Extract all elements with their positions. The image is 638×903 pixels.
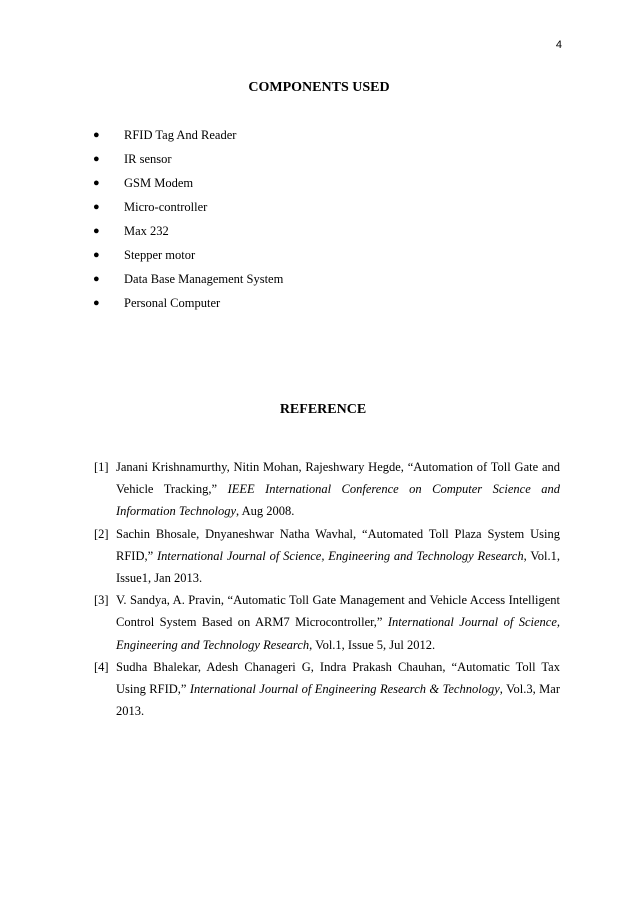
component-label: Max 232 bbox=[124, 224, 169, 238]
bullet-icon: ● bbox=[93, 297, 100, 309]
page-number: 4 bbox=[555, 39, 562, 51]
component-label: GSM Modem bbox=[124, 176, 194, 190]
reference-details: , Aug 2008. bbox=[236, 504, 295, 519]
list-item bbox=[93, 271, 283, 295]
reference-authors: V. Sandya, A. Pravin, bbox=[116, 593, 228, 608]
bullet-icon: ● bbox=[93, 201, 100, 213]
reference-venue: International Journal of Science, Engineering and Technology Research bbox=[157, 548, 524, 563]
bullet-icon: ● bbox=[93, 129, 100, 141]
reference-item bbox=[94, 589, 560, 656]
reference-title: “Automatic Toll Gate Management and Vehicle Access Intelligent Control System Based on ARM7 Microcontroller,” bbox=[116, 593, 560, 630]
list-item bbox=[93, 295, 283, 319]
reference-authors: Janani Krishnamurthy, Nitin Mohan, Rajeshwary Hegde, bbox=[116, 460, 408, 474]
list-item bbox=[93, 247, 283, 271]
reference-list bbox=[94, 456, 560, 722]
list-item bbox=[93, 223, 283, 247]
bullet-icon: ● bbox=[93, 249, 100, 261]
reference-authors: Sudha Bhalekar, Adesh Chanageri G, Indra Prakash Chauhan, bbox=[116, 659, 452, 674]
list-item bbox=[93, 199, 283, 223]
bullet-icon: ● bbox=[93, 153, 100, 165]
reference-title: “Automated Toll Plaza System Using RFID,” bbox=[116, 526, 560, 563]
component-label: Micro-controller bbox=[124, 200, 208, 214]
reference-title: “Automation of Toll Gate and Vehicle Tracking,” bbox=[116, 460, 560, 497]
reference-item bbox=[94, 656, 560, 723]
reference-details: , Vol.3, Mar 2013. bbox=[116, 682, 560, 719]
reference-venue: IEEE International Conference on Computer Science and Information Technology bbox=[116, 482, 561, 519]
component-label: Stepper motor bbox=[124, 248, 196, 262]
components-list bbox=[93, 127, 283, 319]
list-item bbox=[93, 175, 283, 199]
component-label: Personal Computer bbox=[124, 296, 221, 310]
reference-details: , Vol.1, Issue 5, Jul 2012. bbox=[309, 637, 436, 652]
reference-number: [4] bbox=[94, 659, 109, 674]
reference-heading: REFERENCE bbox=[279, 402, 367, 417]
component-label: RFID Tag And Reader bbox=[124, 128, 237, 142]
component-label: IR sensor bbox=[124, 152, 172, 166]
components-heading: COMPONENTS USED bbox=[248, 80, 390, 95]
list-item bbox=[93, 151, 283, 175]
reference-venue: International Journal of Science, Engineering and Technology Research bbox=[116, 615, 560, 652]
component-label: Data Base Management System bbox=[124, 272, 284, 286]
reference-number: [1] bbox=[94, 460, 109, 474]
reference-venue: International Journal of Engineering Research & Technology bbox=[189, 682, 500, 697]
reference-title: “Automatic Toll Tax Using RFID,” bbox=[116, 659, 560, 697]
list-item bbox=[93, 127, 283, 151]
reference-authors: Sachin Bhosale, Dnyaneshwar Natha Wavhal, bbox=[116, 526, 363, 541]
reference-item bbox=[94, 523, 560, 590]
bullet-icon: ● bbox=[93, 225, 100, 237]
bullet-icon: ● bbox=[93, 177, 100, 189]
bullet-icon: ● bbox=[93, 273, 100, 285]
reference-item bbox=[94, 456, 560, 523]
reference-number: [3] bbox=[94, 593, 109, 608]
reference-number: [2] bbox=[94, 526, 109, 541]
reference-details: , Vol.1, Issue1, Jan 2013. bbox=[116, 548, 560, 586]
